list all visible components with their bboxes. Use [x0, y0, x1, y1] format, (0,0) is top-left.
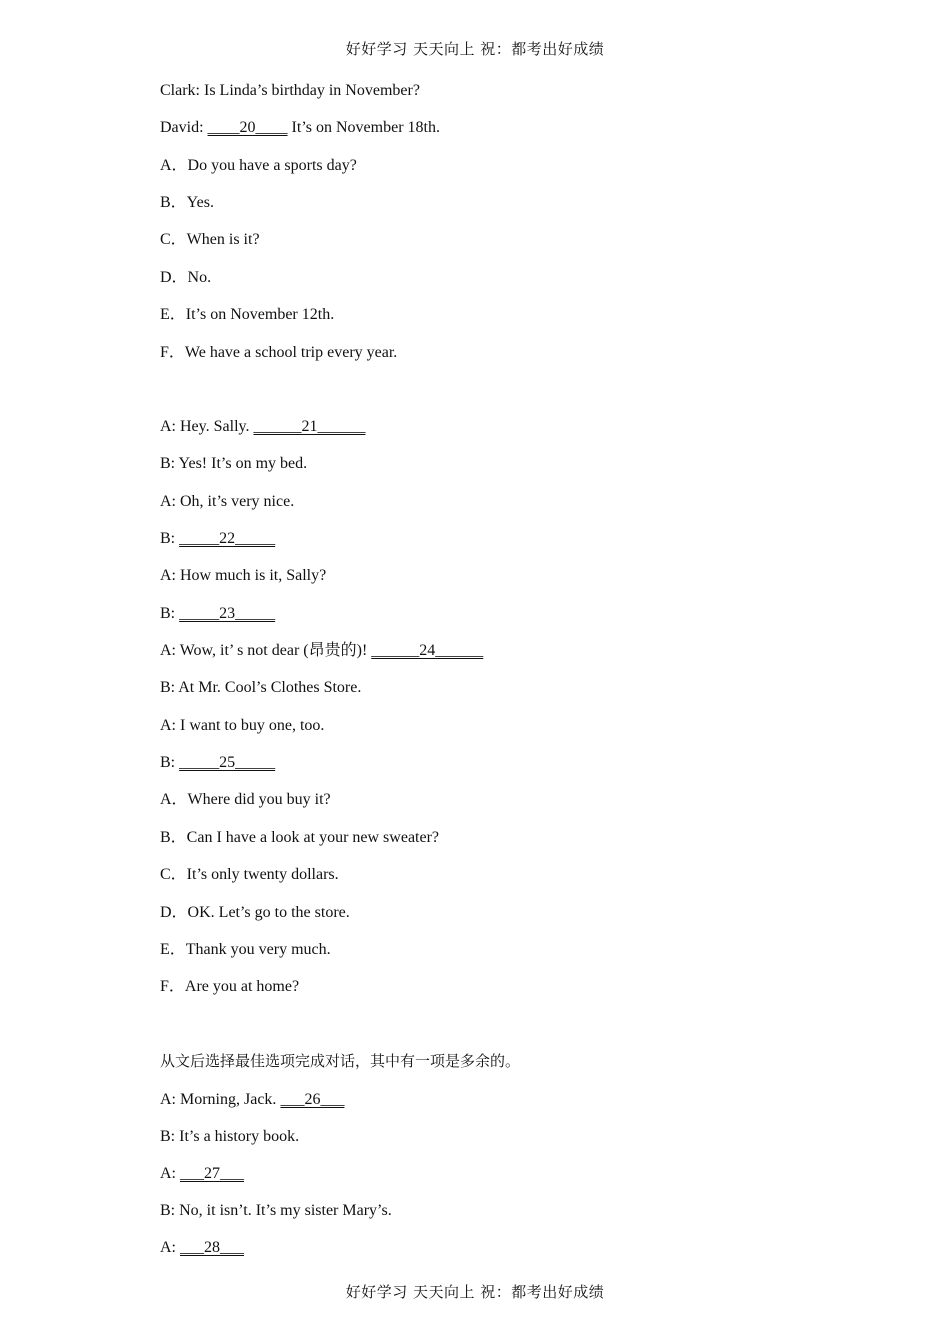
dialogue-line-with-blank — [160, 1238, 244, 1258]
option-a: A．Do you have a sports day? — [160, 157, 357, 174]
option-b: B．Yes. — [160, 194, 214, 211]
option-d: D．No. — [160, 269, 212, 286]
dialogue-line-with-blank — [160, 753, 275, 773]
answer-blank-27[interactable]: ___27___ — [180, 1165, 244, 1182]
answer-blank-20[interactable]: ____20____ — [207, 119, 288, 136]
answer-blank-21[interactable]: ______21______ — [253, 418, 366, 435]
option-e: E．Thank you very much. — [160, 941, 331, 958]
dialogue-line: B: No, it isn’t. It’s my sister Mary’s. — [160, 1202, 392, 1219]
line-prefix: A: — [160, 1165, 180, 1182]
option-c: C．It’s only twenty dollars. — [160, 866, 339, 883]
answer-blank-25[interactable]: _____25_____ — [179, 754, 276, 771]
answer-blank-28[interactable]: ___28___ — [180, 1239, 244, 1256]
dialogue-line: A: Oh, it’s very nice. — [160, 493, 295, 510]
option-a: A．Where did you buy it? — [160, 791, 331, 808]
line-suffix: It’s on November 18th. — [287, 119, 440, 136]
option-d: D．OK. Let’s go to the store. — [160, 904, 350, 921]
line-prefix: B: — [160, 754, 180, 771]
dialogue-line-with-blank — [160, 529, 275, 549]
answer-blank-26[interactable]: ___26___ — [280, 1091, 345, 1108]
page-header: 好好学习 天天向上 祝：都考出好成绩 — [345, 40, 605, 58]
option-b: B．Can I have a look at your new sweater? — [160, 829, 440, 846]
dialogue-line-with-blank — [160, 1164, 244, 1184]
dialogue-line-with-blank — [160, 641, 483, 661]
dialogue-line-with-blank — [160, 417, 365, 437]
answer-blank-22[interactable]: _____22_____ — [179, 530, 276, 547]
dialogue-line: A: How much is it, Sally? — [160, 567, 327, 584]
answer-blank-23[interactable]: _____23_____ — [179, 605, 276, 622]
line-prefix: A: — [160, 1239, 180, 1256]
page-footer: 好好学习 天天向上 祝：都考出好成绩 — [345, 1283, 605, 1301]
line-prefix: A: Wow, it’ s not dear (昂贵的)! — [160, 642, 372, 659]
dialogue-line-with-blank — [160, 1090, 344, 1110]
dialogue-line: B: It’s a history book. — [160, 1128, 300, 1145]
option-f: F．Are you at home? — [160, 978, 300, 995]
line-prefix: A: Hey. Sally. — [160, 418, 254, 435]
dialogue-line: Clark: Is Linda’s birthday in November? — [160, 82, 420, 99]
answer-blank-24[interactable]: ______24______ — [371, 642, 484, 659]
dialogue-line-with-blank — [160, 118, 440, 138]
option-c: C．When is it? — [160, 231, 260, 248]
dialogue-line: B: Yes! It’s on my bed. — [160, 455, 308, 472]
section-instruction: 从文后选择最佳选项完成对话，其中有一项是多余的。 — [160, 1052, 521, 1070]
option-f: F．We have a school trip every year. — [160, 344, 398, 361]
line-prefix: B: — [160, 530, 180, 547]
dialogue-line: A: I want to buy one, too. — [160, 717, 325, 734]
line-prefix: B: — [160, 605, 180, 622]
dialogue-line: B: At Mr. Cool’s Clothes Store. — [160, 679, 362, 696]
dialogue-line-with-blank — [160, 604, 275, 624]
line-prefix: David: — [160, 119, 208, 136]
line-prefix: A: Morning, Jack. — [160, 1091, 281, 1108]
option-e: E．It’s on November 12th. — [160, 306, 335, 323]
